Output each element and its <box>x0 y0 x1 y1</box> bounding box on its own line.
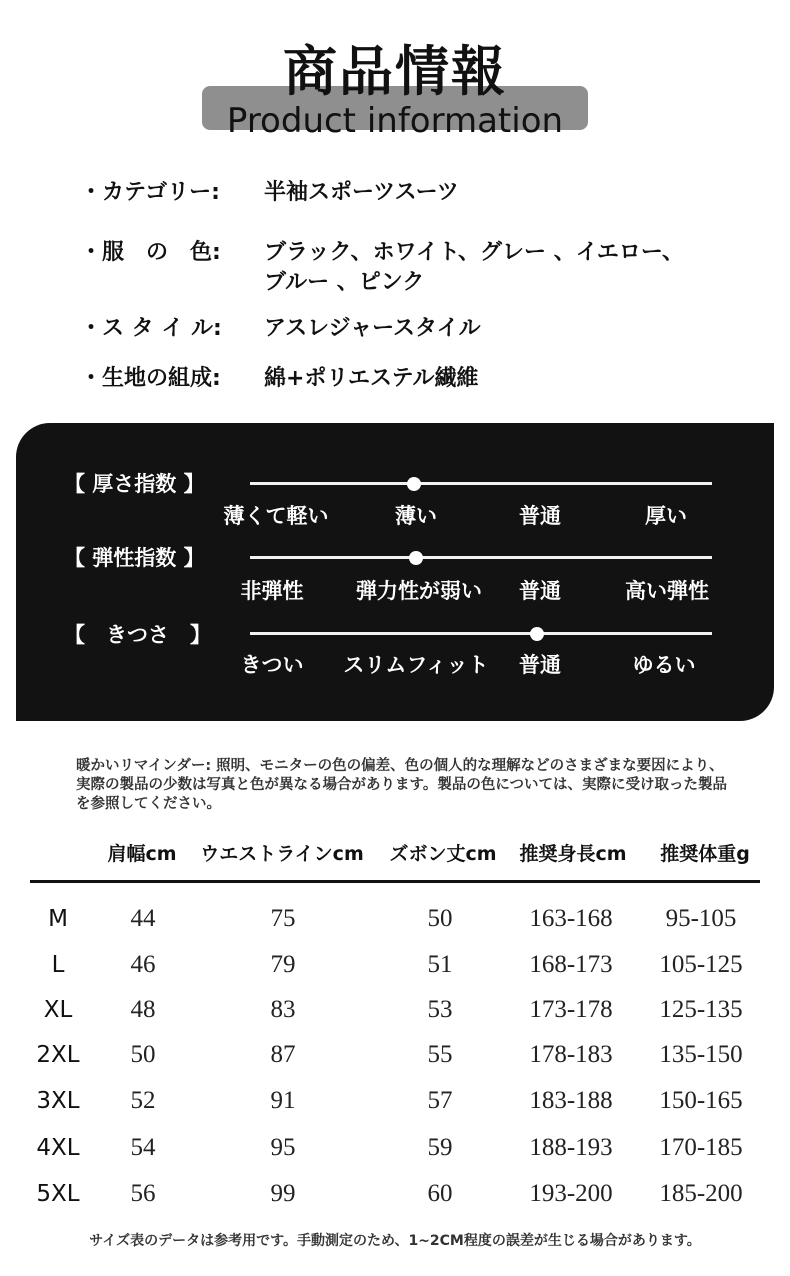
size-cell: XL <box>43 997 73 1023</box>
table-cell: 55 <box>427 1041 453 1068</box>
column-header-shoulder: 肩幅cm <box>107 843 177 865</box>
thickness-label: 薄くて軽い <box>223 504 329 528</box>
elasticity-label: 弾力性が弱い <box>356 579 482 603</box>
column-header-pants-length: ズボン丈cm <box>389 843 497 865</box>
table-cell: 53 <box>427 996 453 1023</box>
table-cell: 56 <box>130 1180 156 1207</box>
table-cell: 170-185 <box>659 1134 743 1161</box>
spec-value: 半袖スポーツスーツ <box>264 180 459 205</box>
size-cell: 4XL <box>36 1135 80 1161</box>
size-cell: L <box>51 952 65 978</box>
elasticity-label: 非弾性 <box>240 579 304 603</box>
size-cell: 5XL <box>36 1181 80 1207</box>
elasticity-level-marker <box>409 551 423 565</box>
tightness-level-marker <box>530 627 544 641</box>
table-cell: 91 <box>270 1087 296 1114</box>
table-cell: 51 <box>427 951 453 978</box>
thickness-label: 厚い <box>645 504 687 528</box>
column-header-height: 推奨身長cm <box>519 843 627 865</box>
spec-value: アスレジャースタイル <box>264 316 481 341</box>
spec-value: 綿+ポリエステル繊維 <box>264 366 479 391</box>
table-cell: 193-200 <box>529 1180 613 1207</box>
table-cell: 50 <box>427 905 453 932</box>
table-cell: 105-125 <box>659 951 743 978</box>
tightness-scale-line <box>250 632 712 635</box>
page-subtitle: Product information <box>226 101 564 141</box>
table-cell: 95 <box>270 1134 296 1161</box>
table-cell: 48 <box>130 996 156 1023</box>
spec-label: ・服 の 色: <box>80 240 221 265</box>
column-header-waist: ウエストラインcm <box>200 843 364 865</box>
table-cell: 125-135 <box>659 996 743 1023</box>
page-title: 商品情報 <box>283 40 507 103</box>
table-cell: 83 <box>270 996 296 1023</box>
table-cell: 87 <box>270 1041 296 1068</box>
size-cell: M <box>48 906 68 932</box>
column-header-weight: 推奨体重g <box>660 843 750 865</box>
thickness-label: 普通 <box>519 504 561 528</box>
table-cell: 46 <box>130 951 156 978</box>
table-cell: 168-173 <box>529 951 613 978</box>
table-cell: 150-165 <box>659 1087 743 1114</box>
spec-value: ブラック、ホワイト、グレー 、イエロー、 ブルー 、ピンク <box>264 240 684 295</box>
table-cell: 185-200 <box>659 1180 743 1207</box>
elasticity-label: 普通 <box>519 579 561 603</box>
thickness-scale-line <box>250 482 712 485</box>
tightness-label: ゆるい <box>632 653 696 677</box>
thickness-label: 薄い <box>395 504 437 528</box>
tightness-label: スリムフィット <box>343 653 489 677</box>
table-cell: 54 <box>130 1134 156 1161</box>
table-cell: 95-105 <box>665 905 737 932</box>
table-cell: 44 <box>130 905 156 932</box>
table-cell: 59 <box>427 1134 453 1161</box>
table-cell: 57 <box>427 1087 453 1114</box>
table-cell: 75 <box>270 905 296 932</box>
elasticity-index-title: 【 弾性指数 】 <box>64 546 205 570</box>
table-cell: 183-188 <box>529 1087 613 1114</box>
table-cell: 50 <box>130 1041 156 1068</box>
table-cell: 188-193 <box>529 1134 613 1161</box>
table-cell: 52 <box>130 1087 156 1114</box>
tightness-label: きつい <box>240 653 304 677</box>
thickness-index-title: 【 厚さ指数 】 <box>64 472 205 496</box>
size-cell: 2XL <box>36 1042 80 1068</box>
thickness-level-marker <box>407 477 421 491</box>
tightness-index-title: 【 きつさ 】 <box>64 623 211 647</box>
size-table-footnote: サイズ表のデータは参考用です。手動測定のため、1~2CM程度の誤差が生じる場合があります。 <box>89 1233 701 1249</box>
table-cell: 60 <box>427 1180 453 1207</box>
tightness-label: 普通 <box>519 653 561 677</box>
table-cell: 178-183 <box>529 1041 613 1068</box>
size-cell: 3XL <box>36 1088 80 1114</box>
spec-label: ・ス タ イ ル: <box>80 316 222 341</box>
elasticity-scale-line <box>250 556 712 559</box>
table-cell: 135-150 <box>659 1041 743 1068</box>
color-reminder-note: 暖かいリマインダー: 照明、モニターの色の偏差、色の個人的な理解などのさまざまな要因により、実際の製品の少数は写真と色が異なる場合があります。製品の色については、実際に受け取った製品を参照してください。 <box>76 758 728 812</box>
table-cell: 79 <box>270 951 296 978</box>
table-cell: 173-178 <box>529 996 613 1023</box>
table-cell: 99 <box>270 1180 296 1207</box>
spec-label: ・カテゴリー: <box>80 180 220 205</box>
table-header-rule <box>30 880 760 883</box>
table-cell: 163-168 <box>529 905 613 932</box>
elasticity-label: 高い弾性 <box>625 579 709 603</box>
spec-label: ・生地の組成: <box>80 366 221 391</box>
